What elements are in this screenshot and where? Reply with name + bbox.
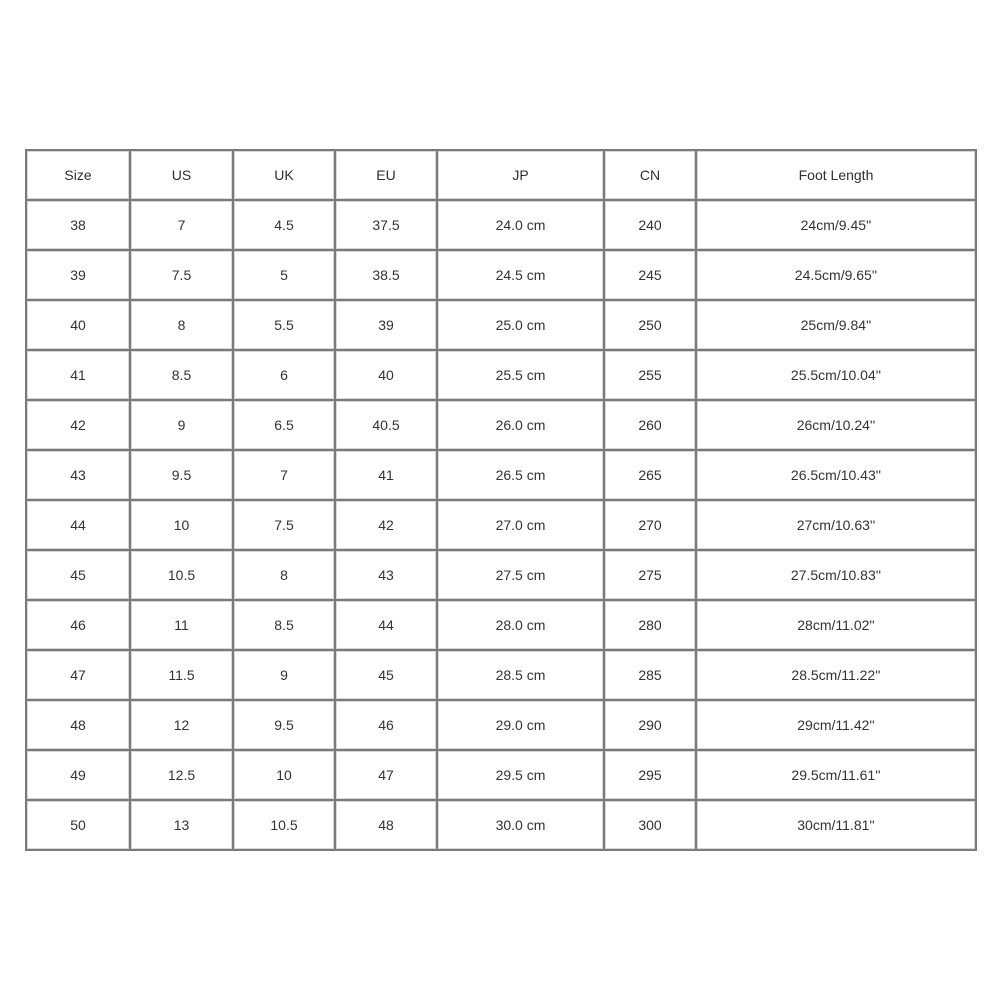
cell-us: 10 (130, 500, 233, 550)
cell-jp: 28.0 cm (437, 600, 604, 650)
cell-jp: 27.5 cm (437, 550, 604, 600)
cell-uk: 6 (233, 350, 335, 400)
cell-size: 47 (26, 650, 130, 700)
cell-foot-length: 27cm/10.63'' (696, 500, 976, 550)
cell-foot-length: 29cm/11.42'' (696, 700, 976, 750)
cell-size: 50 (26, 800, 130, 850)
cell-size: 45 (26, 550, 130, 600)
size-chart-body (26, 200, 976, 850)
cell-jp: 27.0 cm (437, 500, 604, 550)
cell-us: 11 (130, 600, 233, 650)
cell-eu: 38.5 (335, 250, 437, 300)
cell-uk: 8 (233, 550, 335, 600)
size-chart-table (25, 149, 977, 851)
cell-foot-length: 29.5cm/11.61'' (696, 750, 976, 800)
cell-us: 8 (130, 300, 233, 350)
header-size: Size (26, 150, 130, 200)
cell-eu: 42 (335, 500, 437, 550)
cell-eu: 39 (335, 300, 437, 350)
cell-jp: 24.0 cm (437, 200, 604, 250)
cell-uk: 10 (233, 750, 335, 800)
cell-cn: 285 (604, 650, 696, 700)
cell-us: 9.5 (130, 450, 233, 500)
table-row (26, 250, 976, 300)
cell-size: 40 (26, 300, 130, 350)
table-row (26, 750, 976, 800)
table-row (26, 800, 976, 850)
cell-cn: 265 (604, 450, 696, 500)
header-eu: EU (335, 150, 437, 200)
cell-uk: 8.5 (233, 600, 335, 650)
cell-uk: 7 (233, 450, 335, 500)
cell-cn: 290 (604, 700, 696, 750)
cell-cn: 280 (604, 600, 696, 650)
cell-eu: 40 (335, 350, 437, 400)
cell-size: 42 (26, 400, 130, 450)
cell-uk: 4.5 (233, 200, 335, 250)
header-row (26, 150, 976, 200)
cell-us: 10.5 (130, 550, 233, 600)
cell-eu: 45 (335, 650, 437, 700)
table-row (26, 550, 976, 600)
cell-us: 7.5 (130, 250, 233, 300)
cell-cn: 250 (604, 300, 696, 350)
table-row (26, 450, 976, 500)
cell-size: 41 (26, 350, 130, 400)
table-row (26, 600, 976, 650)
cell-cn: 245 (604, 250, 696, 300)
cell-uk: 9 (233, 650, 335, 700)
cell-cn: 295 (604, 750, 696, 800)
header-jp: JP (437, 150, 604, 200)
cell-us: 12.5 (130, 750, 233, 800)
cell-size: 39 (26, 250, 130, 300)
cell-foot-length: 25.5cm/10.04'' (696, 350, 976, 400)
cell-size: 48 (26, 700, 130, 750)
header-foot-length: Foot Length (696, 150, 976, 200)
cell-size: 44 (26, 500, 130, 550)
cell-us: 7 (130, 200, 233, 250)
cell-jp: 24.5 cm (437, 250, 604, 300)
cell-uk: 5.5 (233, 300, 335, 350)
cell-foot-length: 24.5cm/9.65'' (696, 250, 976, 300)
cell-foot-length: 25cm/9.84'' (696, 300, 976, 350)
cell-eu: 41 (335, 450, 437, 500)
cell-jp: 29.0 cm (437, 700, 604, 750)
cell-foot-length: 26.5cm/10.43'' (696, 450, 976, 500)
cell-uk: 5 (233, 250, 335, 300)
header-us: US (130, 150, 233, 200)
cell-jp: 25.5 cm (437, 350, 604, 400)
cell-cn: 240 (604, 200, 696, 250)
cell-uk: 6.5 (233, 400, 335, 450)
header-cn: CN (604, 150, 696, 200)
table-row (26, 200, 976, 250)
cell-uk: 9.5 (233, 700, 335, 750)
cell-us: 11.5 (130, 650, 233, 700)
table-row (26, 400, 976, 450)
cell-jp: 29.5 cm (437, 750, 604, 800)
table-row (26, 650, 976, 700)
cell-eu: 47 (335, 750, 437, 800)
cell-eu: 40.5 (335, 400, 437, 450)
cell-foot-length: 24cm/9.45'' (696, 200, 976, 250)
cell-eu: 48 (335, 800, 437, 850)
cell-eu: 46 (335, 700, 437, 750)
cell-us: 13 (130, 800, 233, 850)
cell-jp: 26.0 cm (437, 400, 604, 450)
cell-eu: 37.5 (335, 200, 437, 250)
header-uk: UK (233, 150, 335, 200)
cell-foot-length: 27.5cm/10.83'' (696, 550, 976, 600)
table-row (26, 500, 976, 550)
cell-size: 43 (26, 450, 130, 500)
cell-us: 12 (130, 700, 233, 750)
cell-uk: 10.5 (233, 800, 335, 850)
cell-jp: 26.5 cm (437, 450, 604, 500)
cell-cn: 270 (604, 500, 696, 550)
cell-jp: 28.5 cm (437, 650, 604, 700)
cell-size: 46 (26, 600, 130, 650)
cell-cn: 255 (604, 350, 696, 400)
table-row (26, 300, 976, 350)
cell-cn: 260 (604, 400, 696, 450)
cell-size: 38 (26, 200, 130, 250)
cell-us: 8.5 (130, 350, 233, 400)
cell-jp: 25.0 cm (437, 300, 604, 350)
cell-foot-length: 28.5cm/11.22'' (696, 650, 976, 700)
table-row (26, 700, 976, 750)
cell-cn: 300 (604, 800, 696, 850)
cell-size: 49 (26, 750, 130, 800)
table-row (26, 350, 976, 400)
cell-eu: 44 (335, 600, 437, 650)
cell-foot-length: 28cm/11.02'' (696, 600, 976, 650)
cell-foot-length: 26cm/10.24'' (696, 400, 976, 450)
cell-cn: 275 (604, 550, 696, 600)
cell-eu: 43 (335, 550, 437, 600)
cell-jp: 30.0 cm (437, 800, 604, 850)
cell-foot-length: 30cm/11.81'' (696, 800, 976, 850)
cell-uk: 7.5 (233, 500, 335, 550)
cell-us: 9 (130, 400, 233, 450)
